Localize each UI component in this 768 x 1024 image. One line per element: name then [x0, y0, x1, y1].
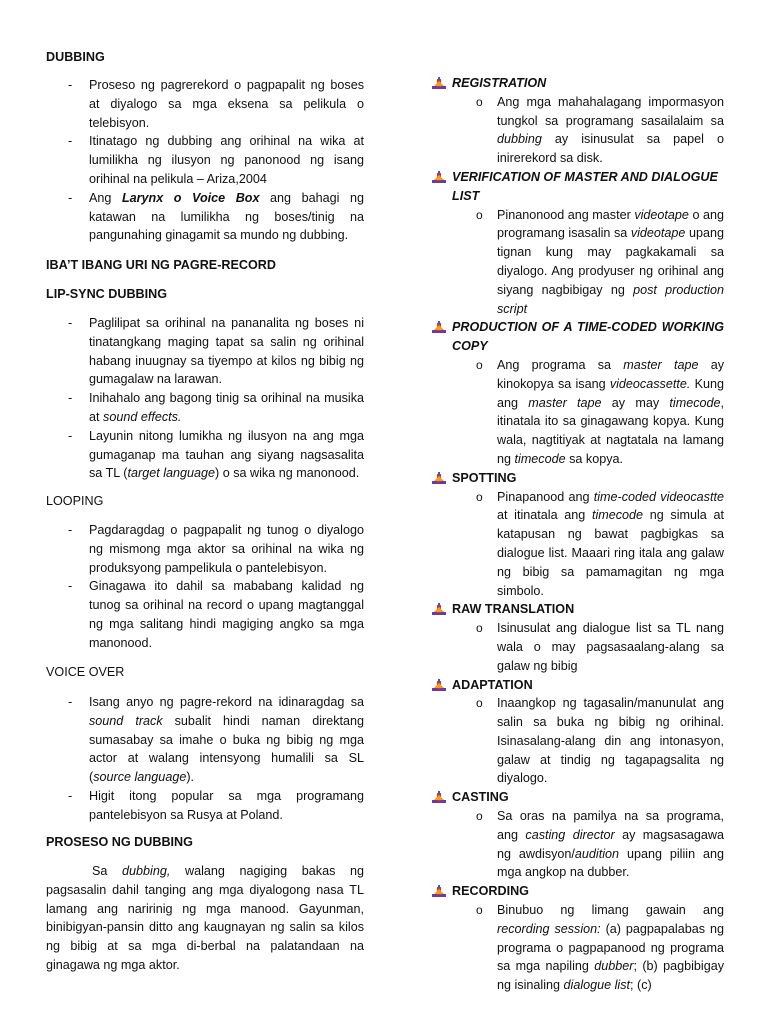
- dubbing-list: [46, 76, 364, 245]
- step-casting: [426, 788, 724, 882]
- pushpin-bullet-icon: [432, 171, 446, 184]
- step-body: o Ang mga mahahalagang impormasyon tungkol sa programang sasailalaim sa dubbing ay isinusulat sa papel o inirerekord sa disk.: [426, 93, 724, 168]
- step-adaptation: [426, 676, 724, 789]
- pushpin-bullet-icon: [432, 791, 446, 804]
- pushpin-bullet-icon: [432, 321, 446, 334]
- step-heading: ADAPTATION: [426, 676, 724, 695]
- heading-types: IBA’T IBANG URI NG PAGRE-RECORD: [46, 258, 276, 272]
- lipsync-list: [46, 314, 364, 483]
- step-heading: PRODUCTION OF A TIME-CODED WORKING COPY: [426, 318, 724, 356]
- step-body: o Binubuo ng limang gawain ang recording session: (a) pagpapalabas ng programa o pagpapanood ng programa sa mga napiling dubber; (b) pagbibigay ng isinaling dialogue list; (c): [426, 901, 724, 995]
- pushpin-bullet-icon: [432, 603, 446, 616]
- step-body: o Isinusulat ang dialogue list sa TL nang wala o may pagsasaalang-alang sa galaw ng bibig: [426, 619, 724, 675]
- step-production: [426, 318, 724, 468]
- step-heading: RAW TRANSLATION: [426, 600, 724, 619]
- step-heading: RECORDING: [426, 882, 724, 901]
- heading-proseso: PROSESO NG DUBBING: [46, 835, 193, 849]
- step-body: o Pinanonood ang master videotape o ang programang isasalin sa videotape upang tignan kung may pagkakamali sa diyalogo. Ang prodyuser ng orihinal ang siyang nagbibigay ng post production script: [426, 206, 724, 319]
- pushpin-bullet-icon: [432, 472, 446, 485]
- heading-looping: LOOPING: [46, 494, 104, 508]
- pushpin-bullet-icon: [432, 77, 446, 90]
- list-item: - Layunin nitong lumikha ng ilusyon na ang mga gumaganap ma tauhan ang siyang nagsasalita sa TL (target language) o sa wika ng manonood.: [46, 427, 364, 483]
- step-body: o Inaangkop ng tagasalin/manunulat ang salin sa buka ng bibig ng orihinal. Isinasalang-alang din ang intonasyon, galaw at tindig ng tagapagsalita ng diyalogo.: [426, 694, 724, 788]
- list-item: - Proseso ng pagrerekord o pagpapalit ng boses at diyalogo sa mga eksena sa pelikula o telebisyon.: [46, 76, 364, 132]
- heading-dubbing: DUBBING: [46, 50, 105, 64]
- list-item: - Inihahalo ang bagong tinig sa orihinal na musika at sound effects.: [46, 389, 364, 427]
- heading-voiceover: VOICE OVER: [46, 665, 125, 679]
- step-verification: [426, 168, 724, 318]
- step-spotting: [426, 469, 724, 601]
- step-body: o Sa oras na pamilya na sa programa, ang casting director ay magsasagawa ng awdisyon/audition upang piliin ang mga angkop na dubber.: [426, 807, 724, 882]
- step-heading: REGISTRATION: [426, 74, 724, 93]
- step-body: o Ang programa sa master tape ay kinokopya sa isang videocassette. Kung ang master tape ay may timecode, itinatala ito sa ginagawang kopya. Kung wala, nagtitiyak at nagtatala na lamang ng timecode sa kopya.: [426, 356, 724, 469]
- step-heading: CASTING: [426, 788, 724, 807]
- list-item: - Ginagawa ito dahil sa mababang kalidad ng tunog sa orihinal na record o upang magtanggal ng mga salitang hindi magiging angko sa mga manonood.: [46, 577, 364, 652]
- step-registration: [426, 74, 724, 168]
- list-item: - Higit itong popular sa mga programang pantelebisyon sa Rusya at Poland.: [46, 787, 364, 825]
- list-item: - Itinatago ng dubbing ang orihinal na wika at lumilikha ng ilusyon ng panonood ng isang orihinal na pelikula – Ariza,2004: [46, 132, 364, 188]
- list-item: - Isang anyo ng pagre-rekord na idinaragdag sa sound track subalit hindi naman direktang sumasabay sa imahe o buka ng bibig ng mga actor at walang intensyong humalili sa SL (source language).: [46, 693, 364, 787]
- step-raw-translation: [426, 600, 724, 675]
- step-heading: SPOTTING: [426, 469, 724, 488]
- pushpin-bullet-icon: [432, 885, 446, 898]
- looping-list: [46, 521, 364, 653]
- proseso-paragraph: Sa dubbing, walang nagiging bakas ng pagsasalin dahil tanging ang mga diyalogong nasa TL lamang ang naririnig ng mga manood. Gayunman, binibigyan-pansin ditto ang kaugnayan ng salin sa kilos ng bibig at sa mga di-berbal na palatandaan na ginagawa ng mga aktor.: [46, 864, 364, 972]
- voiceover-list: [46, 693, 364, 825]
- step-recording: [426, 882, 724, 995]
- list-item: - Ang Larynx o Voice Box ang bahagi ng katawan na lumilikha ng boses/tinig na pangunahing ginagamit sa mundo ng dubbing.: [46, 189, 364, 245]
- heading-lipsync: LIP-SYNC DUBBING: [46, 287, 168, 301]
- list-item: - Pagdaragdag o pagpapalit ng tunog o diyalogo ng mismong mga aktor sa orihinal na wika ng produksyong pampelikula o pantelebisyon.: [46, 521, 364, 577]
- pushpin-bullet-icon: [432, 679, 446, 692]
- step-heading: VERIFICATION OF MASTER AND DIALOGUE LIST: [426, 168, 724, 206]
- list-item: - Paglilipat sa orihinal na pananalita ng boses ni tinatangkang maging tapat sa salin ng orihinal habang inuugnay sa tiyempo at kilos ng bibig ng gumagalaw na larawan.: [46, 314, 364, 389]
- step-body: o Pinapanood ang time-coded videocastte at itinatala ang timecode ng simula at katapusan ng bawat pagbigkas sa dialogue list. Maaari ring itala ang galaw ng bibig sa pamamagitan ng mga simbolo.: [426, 488, 724, 601]
- steps-list: [426, 74, 724, 995]
